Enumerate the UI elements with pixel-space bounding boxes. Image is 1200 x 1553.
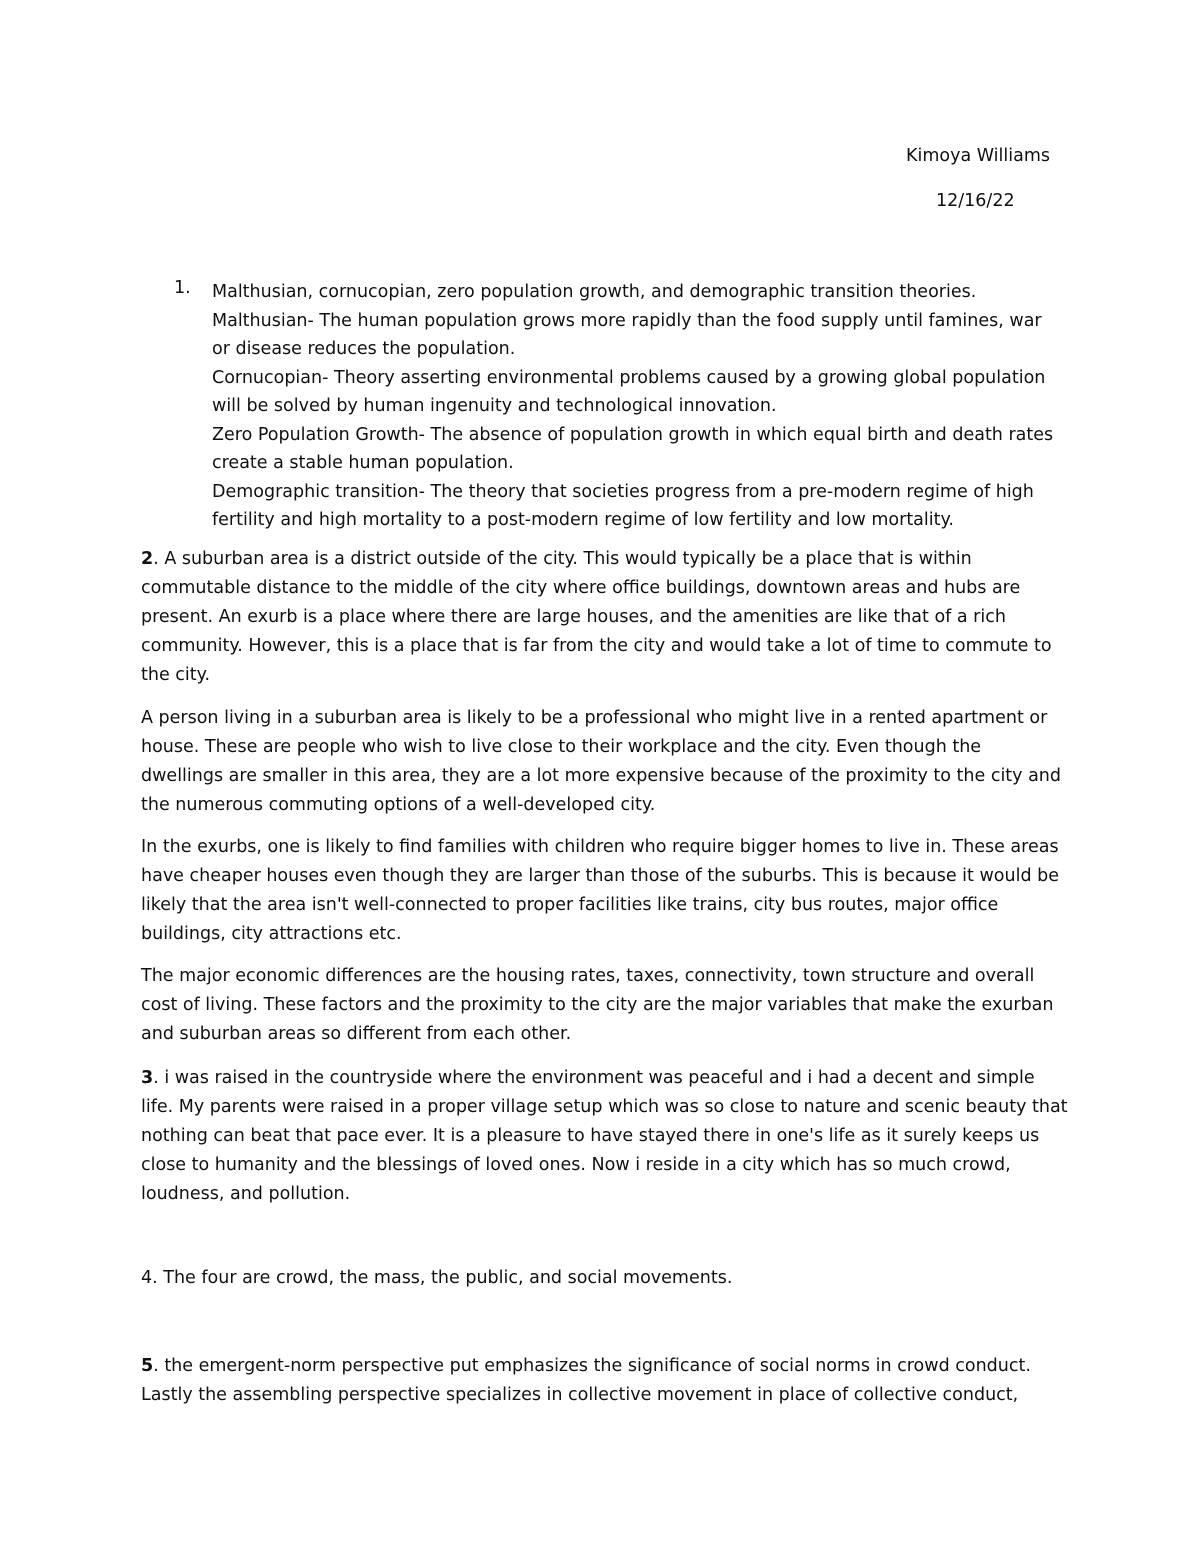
text-line: Demographic transition- The theory that societies progress from a pre-modern regime of high [212,481,1034,502]
answer-2-paragraph-4 [141,962,1071,1049]
answer-3 [141,1064,1071,1209]
text-run: . the emergent-norm perspective put emphasizes the significance of social norms in crowd conduct. [153,1356,1031,1376]
text-line: The major economic differences are the housing rates, taxes, connectivity, town structure and overall [141,966,1035,986]
text-line: house. These are people who wish to live close to their workplace and the city. Even though the [141,736,982,757]
list-number: 1. [174,278,191,298]
text-line [141,545,1071,574]
text-line: the city. [141,664,211,685]
text-line: commutable distance to the middle of the city where office buildings, downtown areas and hubs are [141,577,1021,598]
text-line: close to humanity and the blessings of loved ones. Now i reside in a city which has so much crowd, [141,1154,1011,1175]
text-line: 4. The four are crowd, the mass, the public, and social movements. [141,1268,733,1288]
answer-2-paragraph-1 [141,545,1071,690]
text-line: nothing can beat that pace ever. It is a pleasure to have stayed there in one's life as it surely keeps us [141,1125,1040,1146]
text-line: In the exurbs, one is likely to find families with children who require bigger homes to live in. These areas [141,837,1059,857]
text-line: the numerous commuting options of a well-developed city. [141,794,656,815]
text-line: likely that the area isn't well-connected to proper facilities like trains, city bus routes, major office [141,894,999,915]
answer-5 [141,1352,1071,1410]
answer-1-text [212,278,1082,535]
text-run: . i was raised in the countryside where the environment was peaceful and i had a decent and simple [153,1068,1035,1088]
text-line: Lastly the assembling perspective specializes in collective movement in place of collective conduct, [141,1384,1019,1405]
text-run: . A suburban area is a district outside of the city. This would typically be a place that is within [153,549,972,569]
text-line [141,1064,1071,1093]
answer-2-paragraph-3 [141,833,1071,949]
answer-number: 3 [141,1068,154,1088]
answer-4 [141,1264,1071,1293]
author-name: Kimoya Williams [906,146,1050,166]
answer-number: 2 [141,549,154,569]
text-line: buildings, city attractions etc. [141,923,402,944]
text-line: cost of living. These factors and the proximity to the city are the major variables that make the exurban [141,994,1054,1015]
text-line [141,1352,1071,1381]
text-line: community. However, this is a place that is far from the city and would take a lot of time to commute to [141,635,1052,656]
text-line: and suburban areas so different from each other. [141,1023,572,1044]
answer-number: 5 [141,1356,154,1376]
text-line: Zero Population Growth- The absence of population growth in which equal birth and death rates [212,424,1054,445]
text-line: Malthusian, cornucopian, zero population growth, and demographic transition theories. [212,282,977,302]
text-line: create a stable human population. [212,453,514,473]
text-line: Malthusian- The human population grows more rapidly than the food supply until famines, war [212,310,1042,331]
text-line: will be solved by human ingenuity and technological innovation. [212,396,777,416]
text-line: present. An exurb is a place where there are large houses, and the amenities are like that of a rich [141,606,1006,627]
text-line: or disease reduces the population. [212,339,516,359]
text-line: fertility and high mortality to a post-modern regime of low fertility and low mortality. [212,510,954,530]
text-line: Cornucopian- Theory asserting environmental problems caused by a growing global population [212,367,1046,388]
text-line: have cheaper houses even though they are larger than those of the suburbs. This is because it would be [141,865,1059,886]
text-line: life. My parents were raised in a proper village setup which was so close to nature and scenic beauty that [141,1096,1068,1117]
text-line: A person living in a suburban area is likely to be a professional who might live in a rented apartment or [141,708,1048,728]
text-line: loudness, and pollution. [141,1183,351,1204]
text-line: dwellings are smaller in this area, they are a lot more expensive because of the proximity to the city and [141,765,1062,786]
document-date: 12/16/22 [936,191,1015,211]
answer-2-paragraph-2 [141,704,1071,820]
